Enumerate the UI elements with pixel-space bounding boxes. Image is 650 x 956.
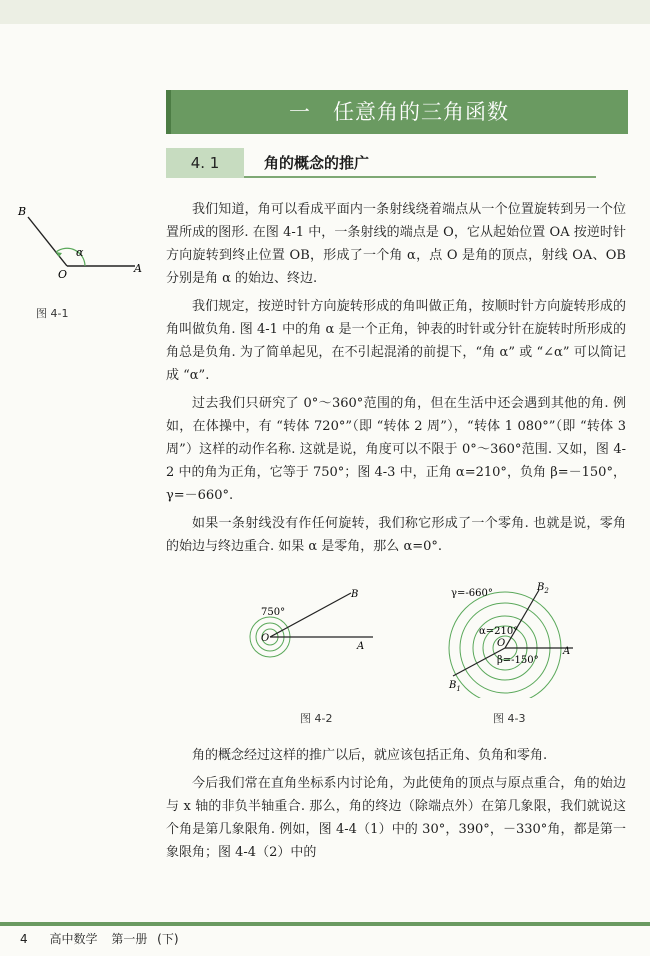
fig1-label-O: O — [58, 268, 68, 280]
section-number: 4. 1 — [166, 148, 244, 178]
paragraph-2: 我们规定，按逆时针方向旋转形成的角叫做正角，按顺时针方向旋转形成的角叫做负角. 图 4-1 中的角 α 是一个正角，钟表的时针或分针在旋转时所形成的角总是负角. 为了简单起见，在不引起混淆的前提下，“角 α” 或 “∠α” 可以简记成 “α”. — [166, 299, 626, 383]
figure-4-2 — [245, 585, 385, 670]
fig3-label-B2-letter: B — [537, 582, 545, 593]
fig2-label-O: O — [261, 633, 270, 644]
fig2-label-angle: 750° — [261, 607, 286, 618]
paragraph-4: 如果一条射线没有作任何旋转，我们称它形成了一个零角. 也就是说，零角的始边与终边重合. 如果 α 是零角，那么 α=0°. — [166, 516, 626, 554]
fig3-label-beta: β=-150° — [497, 655, 539, 666]
fig3-label-B1-letter: B — [449, 680, 457, 691]
section-title: 角的概念的推广 — [264, 154, 370, 172]
fig3-label-O: O — [497, 638, 506, 649]
fig3-label-B1-sub: 1 — [456, 685, 461, 693]
paragraph-5: 角的概念经过这样的推广以后，就应该包括正角、负角和零角. — [192, 748, 548, 763]
fig2-label-A: A — [357, 641, 365, 652]
paragraph-3: 过去我们只研究了 0°～360°范围的角，但在生活中还会遇到其他的角. 例如，在体操中，有 “转体 720°”（即 “转体 2 周”），“转体 1 080°”（即 “转体 3 周”）这样的动作名称. 这就是说，角度可以不限于 0°～360°范围. 又如，图 4-2 中的角为正角，它等于 750°；图 4-3 中，正角 α=210°，负角 β=－150°，γ=－660°. — [166, 396, 626, 503]
page-footer — [20, 930, 179, 947]
top-color-bar — [0, 0, 650, 24]
figure-4-1 — [10, 200, 150, 280]
fig3-label-gamma: γ=-660° — [451, 588, 493, 599]
book-title: 高中数学 — [49, 932, 98, 946]
volume-part: (下) — [157, 932, 179, 946]
fig3-label-B2-sub: 2 — [544, 587, 549, 595]
fig3-label-B2 — [536, 582, 549, 595]
page-number: 4 — [20, 932, 28, 946]
figure-4-3-caption: 图 4-3 — [493, 712, 526, 725]
fig1-label-B: B — [18, 205, 27, 218]
chapter-title-text: 任意角的三角函数 — [333, 100, 509, 124]
body-text-1 — [166, 198, 626, 563]
fig3-label-B1 — [448, 680, 461, 693]
chapter-number: 一 — [289, 100, 310, 124]
body-text-2 — [166, 744, 626, 869]
figure-4-3 — [445, 578, 585, 698]
fig1-label-alpha: α — [76, 246, 84, 259]
chapter-title — [166, 90, 628, 134]
paragraph-6: 今后我们常在直角坐标系内讨论角，为此使角的顶点与原点重合，角的始边与 x 轴的非负半轴重合. 那么，角的终边（除端点外）在第几象限，我们就说这个角是第几象限角. 例如，图 4-4（1）中的 30°，390°，－330°角，都是第一象限角；图 4-4（2）中的 — [166, 776, 626, 860]
fig2-label-B: B — [351, 589, 359, 600]
figure-4-2-caption: 图 4-2 — [300, 712, 333, 725]
footer-rule — [0, 922, 650, 926]
paragraph-1: 我们知道，角可以看成平面内一条射线绕着端点从一个位置旋转到另一个位置所成的图形. 在图 4-1 中，一条射线的端点是 O，它从起始位置 OA 按逆时针方向旋转到终止位置 OB，形成了一个角 α，点 O 是角的顶点，射线 OA、OB 分别是角 α 的始边、终边. — [166, 202, 626, 286]
fig3-label-alpha: α=210° — [479, 626, 519, 637]
fig3-label-A: A — [563, 646, 571, 657]
figure-4-1-caption: 图 4-1 — [36, 307, 69, 320]
volume-label: 第一册 — [111, 932, 148, 946]
fig1-label-A: A — [134, 262, 142, 275]
section-heading — [166, 148, 596, 178]
